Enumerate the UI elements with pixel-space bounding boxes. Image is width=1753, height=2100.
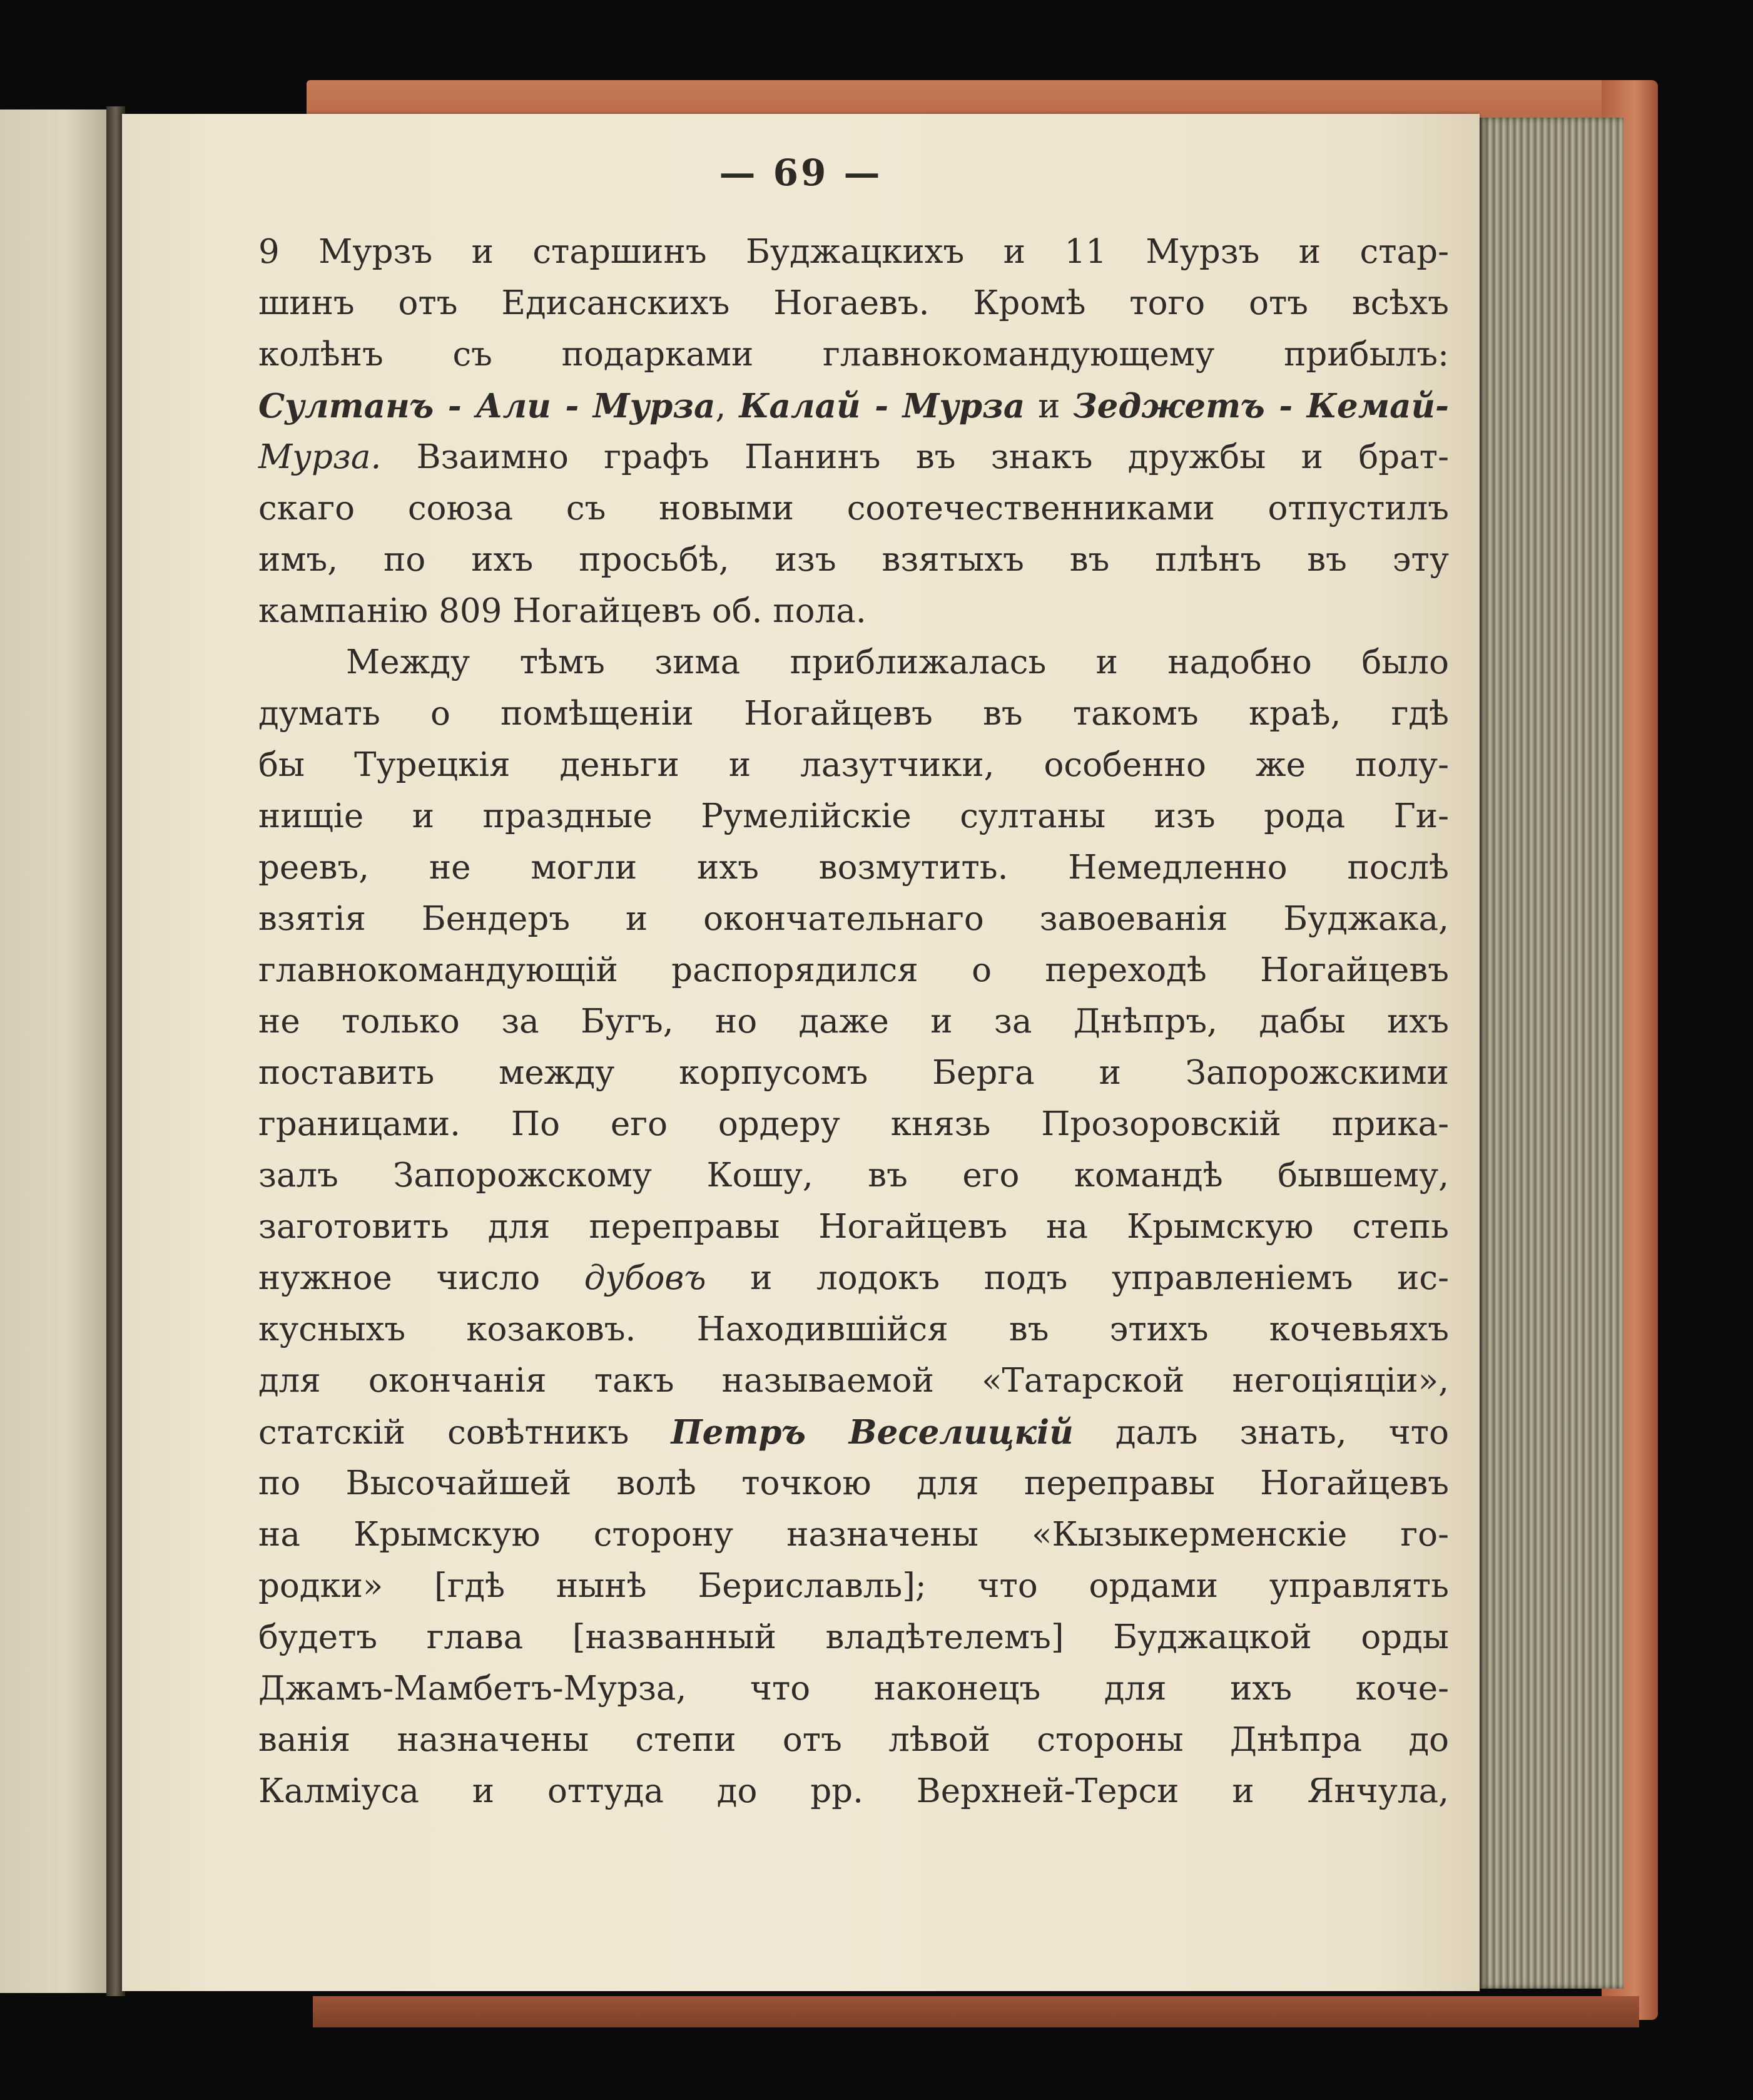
text-line: будетъ глава [названный владѣтелемъ] Буджацкой орды — [258, 1618, 1449, 1656]
text-span: нужное число — [258, 1259, 584, 1297]
text-span: статскій совѣтникъ — [258, 1414, 671, 1452]
emphasized-name: Петръ Веселицкій — [671, 1413, 1074, 1452]
text-line: имъ, по ихъ просьбѣ, изъ взятыхъ въ плѣнъ въ эту — [258, 541, 1449, 579]
text-line: кусныхъ козаковъ. Находившійся въ этихъ кочевьяхъ — [258, 1310, 1449, 1348]
page-stack-edge — [1480, 118, 1623, 1989]
book-page — [122, 114, 1480, 1991]
text-line: границами. По его ордеру князь Прозоровскій прика- — [258, 1105, 1449, 1143]
emphasized-name: дубовъ — [584, 1259, 706, 1297]
text-line: заготовить для переправы Ногайцевъ на Крымскую степь — [258, 1208, 1449, 1246]
page-text — [258, 227, 1449, 1817]
text-line: не только за Бугъ, но даже и за Днѣпръ, дабы ихъ — [258, 1002, 1449, 1041]
text-span: далъ знать, что — [1073, 1414, 1449, 1452]
text-line: родки» [гдѣ нынѣ Бериславль]; что ордами управлять — [258, 1567, 1449, 1605]
text-line: думать о помѣщеніи Ногайцевъ въ такомъ краѣ, гдѣ — [258, 695, 1449, 733]
emphasized-name: Султанъ - Али - Мурза — [258, 387, 716, 426]
text-line: Джамъ-Мамбетъ-Мурза, что наконецъ для ихъ коче- — [258, 1669, 1449, 1708]
text-line: бы Турецкія деньги и лазутчики, особенно же полу- — [258, 746, 1449, 784]
text-line — [258, 1253, 1449, 1304]
text-line — [258, 1407, 1449, 1458]
text-line: кампанію 809 Ногайцевъ об. пола. — [258, 592, 866, 630]
text-span: , — [715, 387, 739, 426]
emphasized-name: Зеджетъ - Кемай- — [1073, 387, 1450, 426]
text-line: на Крымскую сторону назначены «Кызыкерменскіе го- — [258, 1516, 1449, 1554]
book-cover-bottom — [313, 1996, 1639, 2027]
text-line: для окончанія такъ называемой «Татарской негоціяціи», — [258, 1362, 1449, 1400]
text-line: по Высочайшей волѣ точкою для переправы Ногайцевъ — [258, 1464, 1449, 1502]
text-line: залъ Запорожскому Кошу, въ его командѣ бывшему, — [258, 1156, 1449, 1195]
text-span: и лодокъ подъ управленіемъ ис- — [706, 1259, 1449, 1297]
text-line: реевъ, не могли ихъ возмутить. Немедленно послѣ — [258, 849, 1449, 887]
text-line: главнокомандующій распорядился о переходѣ Ногайцевъ — [258, 951, 1449, 989]
text-line: скаго союза съ новыми соотечественниками отпустилъ — [258, 489, 1449, 528]
text-span: и — [1025, 387, 1074, 426]
text-line: колѣнъ съ подарками главнокомандующему прибылъ: — [258, 335, 1449, 374]
text-line: 9 Мурзъ и старшинъ Буджацкихъ и 11 Мурзъ и стар- — [258, 233, 1449, 271]
emphasized-name: Мурза. — [258, 438, 382, 476]
text-line — [258, 432, 1449, 483]
text-line: Калміуса и оттуда до рр. Верхней-Терси и Янчула, — [258, 1772, 1449, 1810]
text-line: Между тѣмъ зима приближалась и надобно было — [346, 643, 1449, 681]
previous-page — [0, 110, 109, 1993]
text-line: нищіе и праздные Румелійскіе султаны изъ рода Ги- — [258, 797, 1449, 835]
text-span: Взаимно графъ Панинъ въ знакъ дружбы и брат- — [381, 438, 1449, 476]
text-line — [258, 380, 1449, 432]
text-line: шинъ отъ Едисанскихъ Ногаевъ. Кромѣ того отъ всѣхъ — [258, 284, 1449, 322]
text-line: ванія назначены степи отъ лѣвой стороны Днѣпра до — [258, 1721, 1449, 1759]
emphasized-name: Калай - Мурза — [739, 387, 1025, 426]
text-line: поставить между корпусомъ Берга и Запорожскими — [258, 1054, 1449, 1092]
text-line: взятія Бендеръ и окончательнаго завоеванія Буджака, — [258, 900, 1449, 938]
page-number: — 69 — — [719, 151, 883, 194]
